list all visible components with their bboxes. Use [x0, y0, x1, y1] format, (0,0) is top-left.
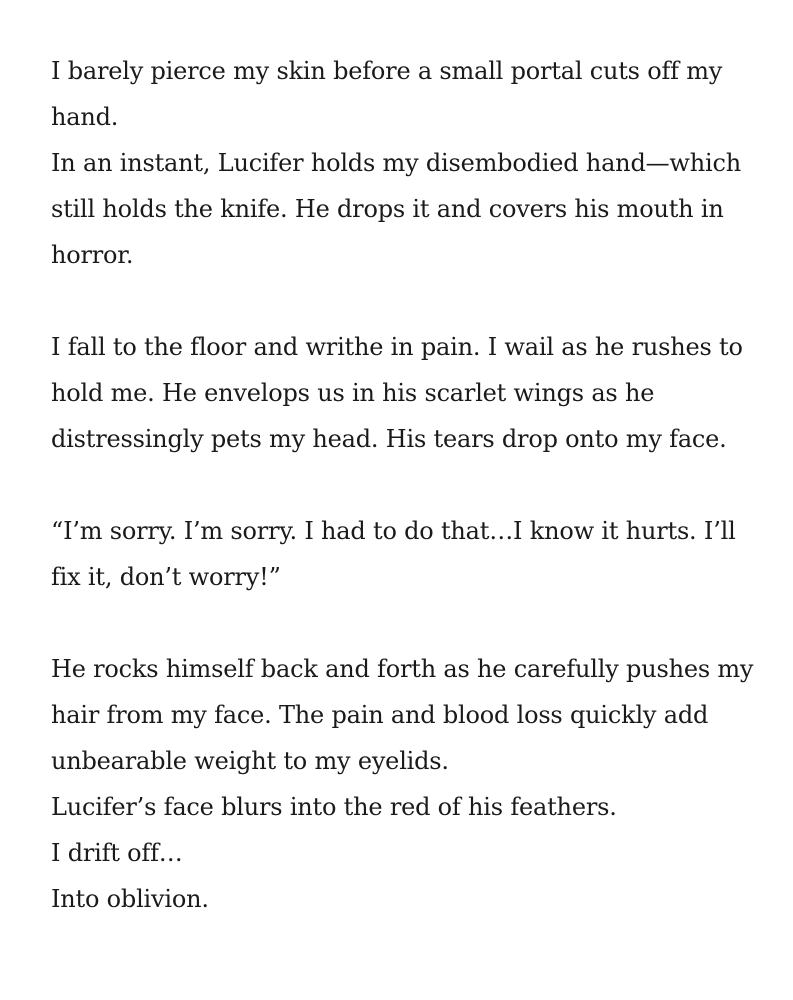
text-line: In an instant, Lucifer holds my disembodied hand—which [51, 149, 741, 177]
text-line: I fall to the floor and writhe in pain. I wail as he rushes to [51, 333, 743, 361]
text-line: horror. [51, 241, 134, 269]
paragraph-oblivion [51, 646, 754, 922]
paragraph-dialogue [51, 508, 751, 600]
text-line: hair from my face. The pain and blood loss quickly add [51, 701, 709, 729]
text-line: Into oblivion. [51, 885, 209, 913]
text-line: He rocks himself back and forth as he carefully pushes my [51, 655, 754, 683]
story-text [51, 48, 754, 968]
text-line: hold me. He envelops us in his scarlet wings as he [51, 379, 655, 407]
text-line: hand. [51, 103, 119, 131]
text-line: “I’m sorry. I’m sorry. I had to do that…I know it hurts. I’ll [51, 517, 736, 545]
text-line: I barely pierce my skin before a small portal cuts off my [51, 57, 723, 85]
text-line: distressingly pets my head. His tears drop onto my face. [51, 425, 727, 453]
text-line: unbearable weight to my eyelids. [51, 747, 449, 775]
text-line: fix it, don’t worry!” [51, 563, 281, 591]
text-line: I drift off… [51, 839, 183, 867]
paragraph-fall [51, 324, 751, 462]
text-line: Lucifer’s face blurs into the red of his feathers. [51, 793, 617, 821]
text-line: still holds the knife. He drops it and covers his mouth in [51, 195, 724, 223]
paragraph-portal [51, 48, 751, 278]
